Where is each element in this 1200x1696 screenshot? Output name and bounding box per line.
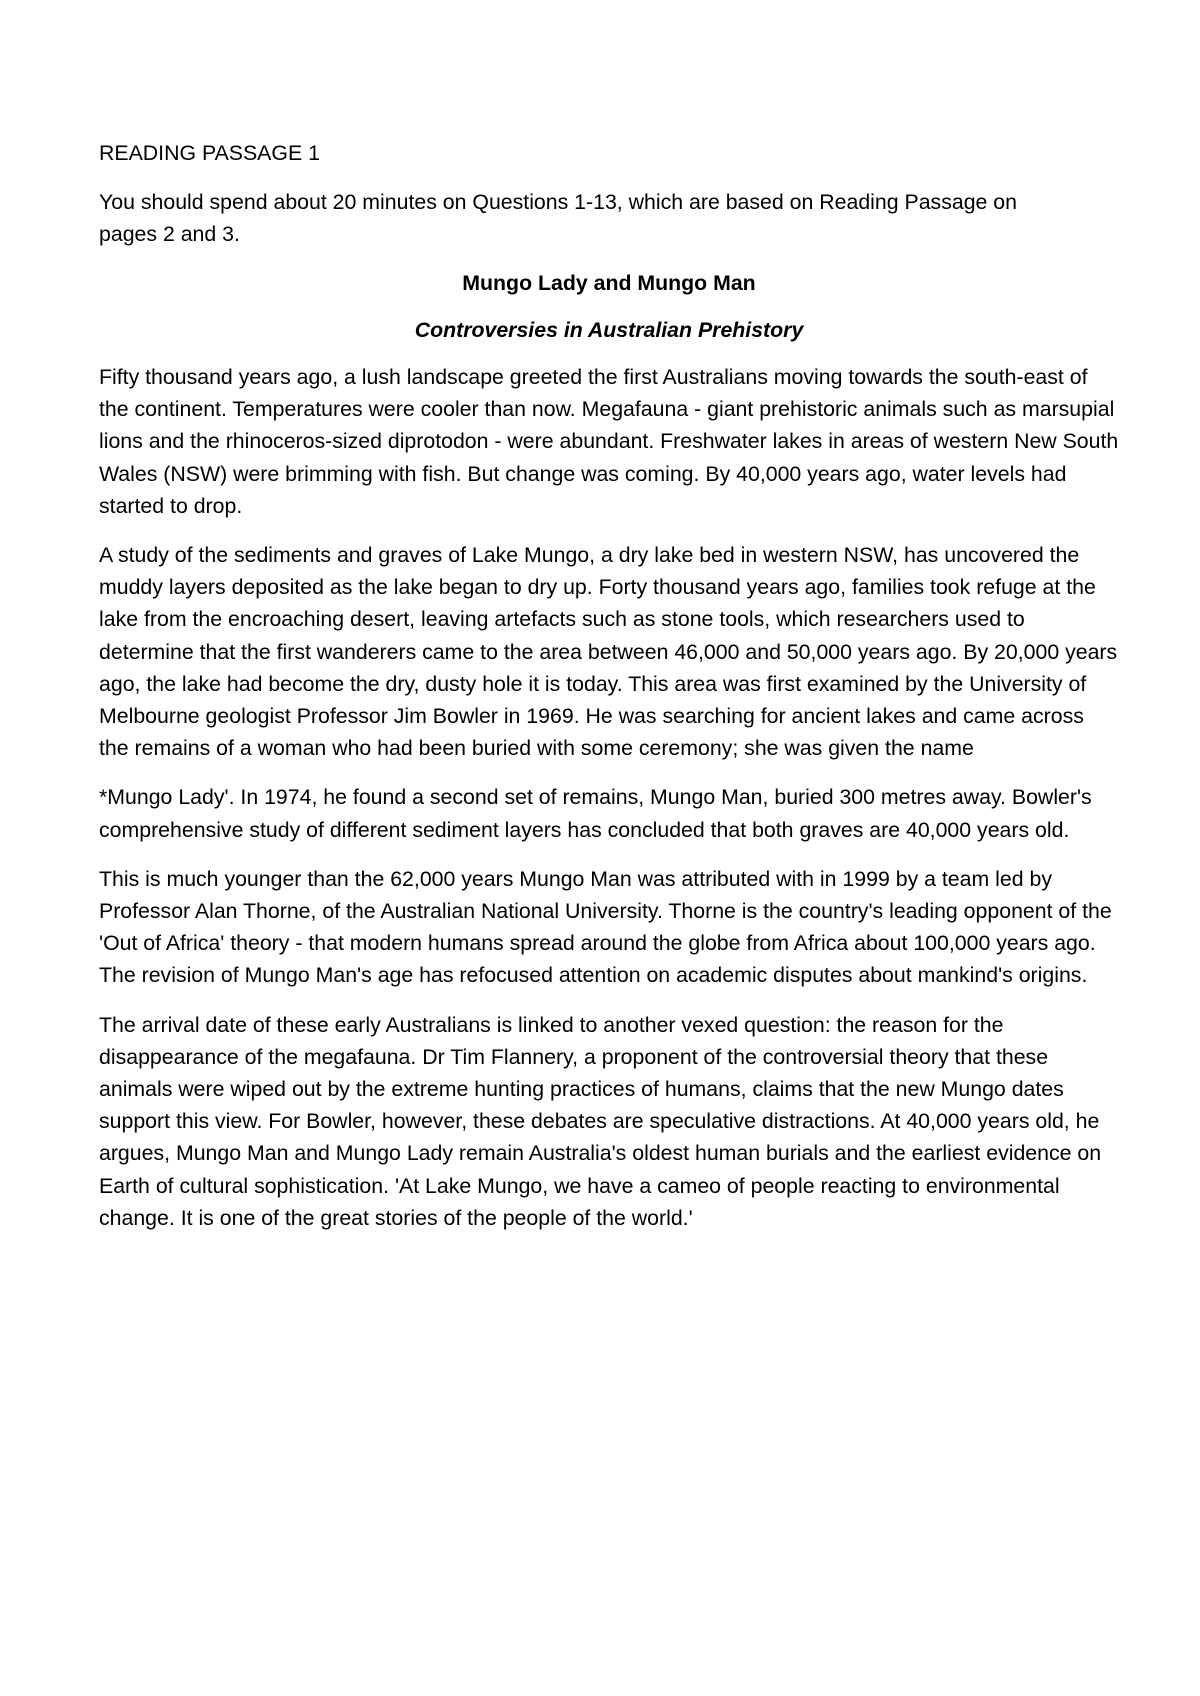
section-heading: READING PASSAGE 1 bbox=[99, 141, 320, 165]
paragraph-5: The arrival date of these early Australians is linked to another vexed question: the reason for the disappearance of the megafauna. Dr Tim Flannery, a proponent of the controversial theory that these animals were wiped out by the extreme hunting practices of humans, claims that the new Mungo dates support this view. For Bowler, however, these debates are speculative distractions. At 40,000 years old, he argues, Mungo Man and Mungo Lady remain Australia's oldest human burials and the earliest evidence on Earth of cultural sophistication. 'At Lake Mungo, we have a cameo of people reacting to environmental change. It is one of the great stories of the people of the world.' bbox=[99, 1012, 1102, 1230]
paragraph-4: This is much younger than the 62,000 years Mungo Man was attributed with in 1999 by a team led by Professor Alan Thorne, of the Australian National University. Thorne is the country's leading opponent of the 'Out of Africa' theory - that modern humans spread around the globe from Africa about 100,000 years ago. The revision of Mungo Man's age has refocused attention on academic disputes about mankind's origins. bbox=[99, 866, 1112, 988]
passage-title: Mungo Lady and Mungo Man bbox=[462, 270, 756, 295]
paragraph-1: Fifty thousand years ago, a lush landscape greeted the first Australians moving towards the south-east of the continent. Temperatures were cooler than now. Megafauna - giant prehistoric animals such as marsupial lions and the rhinoceros-sized diprotodon - were abundant. Freshwater lakes in areas of western New South Wales (NSW) were brimming with fish. But change was coming. By 40,000 years ago, water levels had started to drop. bbox=[99, 365, 1119, 518]
passage-subtitle: Controversies in Australian Prehistory bbox=[414, 317, 804, 342]
paragraph-2: A study of the sediments and graves of Lake Mungo, a dry lake bed in western NSW, has uncovered the muddy layers deposited as the lake began to dry up. Forty thousand years ago, families took refuge at the lake from the encroaching desert, leaving artefacts such as stone tools, which researchers used to determine that the first wanderers came to the area between 46,000 and 50,000 years ago. By 20,000 years ago, the lake had become the dry, dusty hole it is today. This area was first examined by the University of Melbourne geologist Professor Jim Bowler in 1969. He was searching for ancient lakes and came across the remains of a woman who had been buried with some ceremony; she was given the name bbox=[99, 543, 1118, 761]
paragraph-3: *Mungo Lady'. In 1974, he found a second set of remains, Mungo Man, buried 300 metres away. Bowler's comprehensive study of different sediment layers has concluded that both graves are 40,000 years old. bbox=[99, 785, 1092, 842]
instruction-text: You should spend about 20 minutes on Questions 1-13, which are based on Reading Passage on pages 2 and 3. bbox=[99, 190, 1017, 247]
document-page bbox=[99, 137, 1119, 1251]
